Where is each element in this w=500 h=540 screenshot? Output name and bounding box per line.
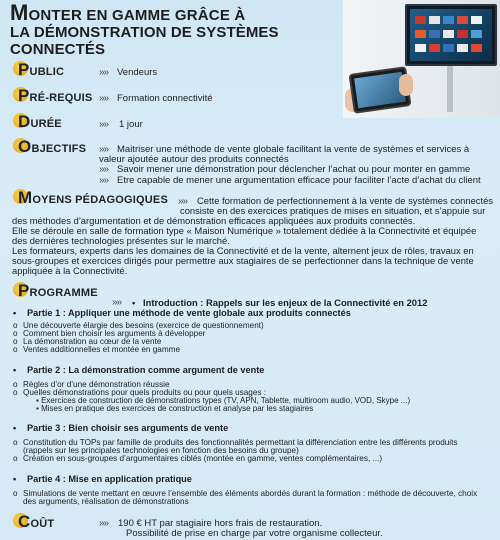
- public-value: Vendeurs: [117, 67, 158, 78]
- objectif-line: Maitriser une méthode de vente globale facilitant la vente de systèmes et services à: [117, 144, 470, 155]
- section-prerequis-heading: P RÉ-REQUIS: [18, 86, 92, 106]
- title-line-1: ONTER EN GAMME GRÂCE À: [28, 7, 246, 24]
- cout-line-2: Possibilité de prise en charge par votre organisme collecteur.: [126, 528, 383, 539]
- moyens-line: Cette formation de perfectionnement à la vente de systèmes connectés: [197, 195, 493, 206]
- sub-list-item: Exercices de construction de démonstrations types (TV, APN, Tablette, multiroom audio, VOD, Skype ...): [41, 396, 411, 405]
- title-initial: M: [10, 0, 29, 25]
- moyens-line: consiste en des exercices pratiques de mises en situation, et s’appuie sur: [180, 205, 486, 216]
- section-programme-heading: P ROGRAMME: [18, 281, 98, 301]
- arrow-icon: »»: [99, 67, 109, 78]
- title-line-2: LA DÉMONSTRATION DE SYSTÈMES CONNECTÉS: [10, 24, 279, 58]
- document-title: [10, 0, 355, 58]
- list-item: Constitution du TOPs par famille de produits des fonctionnalités permettant la différenciation entre les différents produits: [23, 438, 458, 447]
- arrow-icon: »»: [99, 175, 109, 186]
- list-item: Quelles démonstrations pour quels produits ou pour quels usages :: [23, 388, 267, 397]
- section-public-heading: P UBLIC: [18, 60, 64, 80]
- objectif-line: Savoir mener une démonstration pour déclencher l’achat ou pour monter en gamme: [117, 164, 471, 175]
- objectif-line: valeur ajoutée autour des produits connectés: [99, 154, 289, 165]
- moyens-line: des dernières technologies présentes sur le marché.: [12, 235, 230, 246]
- moyens-line: des méthodes d’argumentation et de démonstration efficaces appliquées aux produits connectés.: [12, 215, 416, 226]
- section-duree-heading: D URÉE: [18, 112, 62, 132]
- moyens-line: Elle se déroule en salle de formation type « Maison Numérique » totalement dédiée à la Connectivité et équipée: [12, 225, 477, 236]
- section-objectifs-heading: O BJECTIFS: [18, 137, 86, 157]
- objectif-line: Etre capable de mener une argumentation efficace pour faciliter l’acte d’achat du client: [117, 175, 481, 186]
- programme-intro: Introduction : Rappels sur les enjeux de la Connectivité en 2012: [143, 297, 428, 308]
- sub-list-item: Mises en pratique des exercices de construction et analyse par les stagiaires: [41, 404, 314, 413]
- list-item: Règles d’or d’une démonstration réussie: [23, 380, 170, 389]
- partie-3-title: Partie 3 : Bien choisir ses arguments de vente: [27, 423, 229, 433]
- list-item: Ventes additionnelles et montée en gamme: [23, 345, 181, 354]
- moyens-line: appliquée à la Connectivité.: [12, 265, 128, 276]
- section-cout-heading: C OÛT: [18, 512, 54, 532]
- list-item: Une découverte élargie des besoins (exercice de questionnement): [23, 321, 264, 330]
- arrow-icon: »»: [99, 119, 109, 130]
- partie-1-title: Partie 1 : Appliquer une méthode de vente globale aux produits connectés: [27, 308, 351, 318]
- product-photo: [343, 0, 500, 118]
- moyens-line: sous-groupes et exercices dirigés pour permettre aux stagiaires de se perfectionner dans la technique de vente: [12, 255, 474, 266]
- document-page: MONTER EN GAMME GRÂCE À LA DÉMONSTRATION DE SYSTÈMES CONNECTÉS P UBLIC »» Vendeurs P RÉ-REQUIS »» Formation connectivité D URÉE »» 1 jour O BJECTIFS »» Maitriser une méthode de vente globale facilitant la vente de systèmes et services à valeur ajoutée autour des produits connectés »» Savoir mener une démonstration pour déclencher l’achat ou pour monter en gamme »» Etre capable de mener une argumentation efficace pour faciliter l’acte d’achat du client M OYENS PÉDAGOGIQUES »» Cette formation de perfectionnement à la vente de systèmes connectés consiste en des exercices pratiques de mises en situation, et s’appuie sur des méthodes d’argumentation et de démonstration efficaces appliquées aux produits connectés. Elle se déroule en salle de formation type « Maison Numérique » totalement dédiée à la Connectivité et équipée des dernières technologies présentes sur le marché. Les formateurs, experts dans les domaines de la Connectivité et de la vente, alternent jeux de rôles, travaux en sous-groupes et exercices dirigés pour permettre aux stagiaires de se perfectionner dans la technique de vente appliquée à la Connectivité. P ROGRAMME »» • Introduction : Rappels sur les enjeux de la Connectivité en 2012 • Partie 1 : Appliquer une méthode de vente globale aux produits connectés o Une découverte élargie des besoins (exercice de questionnement) o Comment bien choisir les arguments à développer o La démonstration au cœur de la vente o Ventes additionnelles et montée en gamme • Partie 2 : La démonstration comme argument de vente o Règles d’or d’une démonstration réussie o Quelles démonstrations pour quels produits ou pour quels usages : ▪ Exercices de construction de démonstrations types (TV, APN, Tablette, multiroom audio, VOD, Skype ...) ▪ Mises en pratique des exercices de construction et analyse par les stagiaires • Partie 3 : Bien choisir ses arguments de vente o Constitution du TOPs par famille de produits des fonctionnalités permettant la différenciation entre les différents produits (rappels sur les principales technologies en fonction des besoins du groupe) o Création en sous-groupes d’argumentaires ciblés (montée en gamme, ventes complémentaires, ...) • Partie 4 : Mise en application pratique o Simulations de vente mettant en œuvre l’ensemble des éléments abordés durant la formation : méthode de découverte, choix des arguments, réalisation de démonstrations C OÛT »» 190 € HT par stagiaire hors frais de restauration. Possibilité de prise en charge par votre organisme collecteur.: [0, 0, 500, 540]
- partie-4-title: Partie 4 : Mise en application pratique: [27, 474, 192, 484]
- arrow-icon: »»: [112, 297, 122, 308]
- list-item: Création en sous-groupes d’argumentaires ciblés (montée en gamme, ventes complémentaires, ...): [23, 454, 383, 463]
- cout-line-1: 190 € HT par stagiaire hors frais de restauration.: [118, 518, 323, 529]
- arrow-icon: »»: [99, 144, 109, 155]
- prerequis-value: Formation connectivité: [117, 93, 213, 104]
- arrow-icon: »»: [99, 93, 109, 104]
- list-item: (rappels sur les principales technologies en fonction des besoins du groupe): [23, 446, 299, 455]
- arrow-icon: »»: [178, 196, 188, 207]
- list-item: Simulations de vente mettant en œuvre l’ensemble des éléments abordés durant la formation : méthode de découverte, choix: [23, 489, 478, 498]
- arrow-icon: »»: [99, 164, 109, 175]
- section-moyens-heading: M OYENS PÉDAGOGIQUES: [18, 188, 168, 208]
- partie-2-title: Partie 2 : La démonstration comme argument de vente: [27, 365, 265, 375]
- list-item: des arguments, réalisation de démonstrations: [23, 497, 189, 506]
- duree-value: 1 jour: [119, 119, 143, 130]
- moyens-line: Les formateurs, experts dans les domaines de la Connectivité et de la vente, alternent jeux de rôles, travaux en: [12, 245, 474, 256]
- list-item: Comment bien choisir les arguments à développer: [23, 329, 206, 338]
- list-item: La démonstration au cœur de la vente: [23, 337, 162, 346]
- tv-image: [405, 4, 497, 66]
- arrow-icon: »»: [99, 518, 109, 529]
